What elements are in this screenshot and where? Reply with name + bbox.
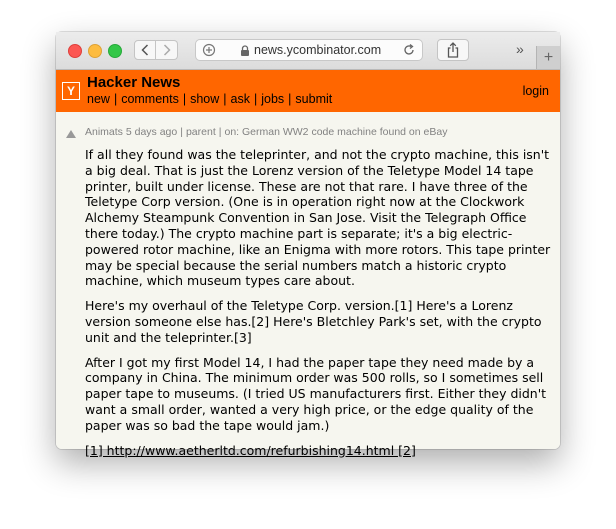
close-window-button[interactable] bbox=[68, 44, 82, 58]
nav-separator: | bbox=[182, 92, 187, 106]
browser-toolbar bbox=[56, 32, 560, 70]
comment-age[interactable]: 5 days ago bbox=[125, 126, 178, 138]
chevron-right-icon bbox=[163, 44, 171, 56]
lock-icon bbox=[240, 45, 250, 56]
comment-meta bbox=[85, 126, 447, 138]
comment-text bbox=[85, 147, 555, 467]
top-nav bbox=[87, 92, 332, 106]
nav-link-show[interactable]: show bbox=[190, 92, 220, 106]
nav-separator: | bbox=[223, 92, 227, 106]
new-tab-button[interactable] bbox=[536, 46, 560, 69]
minimize-window-button[interactable] bbox=[88, 44, 102, 58]
share-button[interactable] bbox=[437, 39, 469, 61]
site-logo[interactable]: Y bbox=[62, 82, 80, 100]
browser-window bbox=[56, 32, 560, 458]
site-header bbox=[56, 70, 560, 112]
url-text[interactable]: news.ycombinator.com bbox=[254, 43, 382, 57]
nav-link-ask[interactable]: ask bbox=[230, 92, 250, 106]
comment-author[interactable]: Animats bbox=[85, 126, 123, 138]
maximize-window-button[interactable] bbox=[108, 44, 122, 58]
forward-button[interactable] bbox=[156, 40, 178, 60]
nav-separator: | bbox=[253, 92, 258, 106]
nav-separator: | bbox=[113, 92, 118, 106]
login-link[interactable]: login bbox=[522, 84, 549, 98]
comment-paragraph: After I got my first Model 14, I had the paper tape they need made by a company in China. The minimum order was 500 rolls, so I sometimes sell paper tape to museums. (I tried US manufacturers first. Either they didn't want a small order, wanted a very high price, or the edge quality of the paper was so bad the tape would jam.) bbox=[85, 354, 547, 433]
nav-separator: | bbox=[288, 92, 292, 106]
share-icon bbox=[446, 42, 460, 58]
meta-separator: | bbox=[218, 126, 222, 138]
upvote-arrow-icon[interactable] bbox=[66, 130, 76, 138]
parent-link[interactable]: parent bbox=[185, 126, 216, 138]
site-title[interactable]: Hacker News bbox=[87, 74, 181, 91]
nav-link-comments[interactable]: comments bbox=[121, 92, 179, 106]
back-button[interactable] bbox=[134, 40, 156, 60]
tabs-overflow-button[interactable]: » bbox=[516, 41, 524, 57]
chevron-left-icon bbox=[141, 44, 149, 56]
comment-page bbox=[56, 112, 560, 458]
comment-paragraph: If all they found was the teleprinter, and not the crypto machine, this isn't a big deal. That is just the Lorenz version of the Teletype Model 14 tape printer, built under license. These are not that rare. I have three of the Teletype Corp version. (One is in operation right now at the Clockwork Alchemy Steampunk Convention in San Jose. Visit the Telegraph Office there today.) The crypto machine part is separate; it's a big electric-powered rotor machine, like an Enigma with more rotors. This tape printer may be special because the serial numbers match a historic crypto machine, which museum types care about. bbox=[85, 147, 551, 289]
reload-icon[interactable] bbox=[402, 43, 416, 57]
comment-paragraph: Here's my overhaul of the Teletype Corp. version.[1] Here's a Lorenz version someone else has.[2] Here's Bletchley Park's set, with the crypto unit and the teleprinter.[3] bbox=[85, 298, 542, 345]
compass-icon[interactable] bbox=[202, 43, 216, 57]
meta-separator: | bbox=[180, 126, 183, 138]
on-prefix: on: bbox=[224, 126, 240, 138]
address-bar[interactable] bbox=[195, 39, 423, 61]
nav-link-new[interactable]: new bbox=[87, 92, 110, 106]
nav-link-jobs[interactable]: jobs bbox=[261, 92, 285, 106]
nav-link-submit[interactable]: submit bbox=[295, 92, 333, 106]
plus-icon: + bbox=[543, 48, 554, 66]
story-link[interactable]: German WW2 code machine found on eBay bbox=[242, 126, 448, 138]
footnote-links[interactable]: [1] http://www.aetherltd.com/refurbishing14.html [2] bbox=[85, 442, 416, 458]
